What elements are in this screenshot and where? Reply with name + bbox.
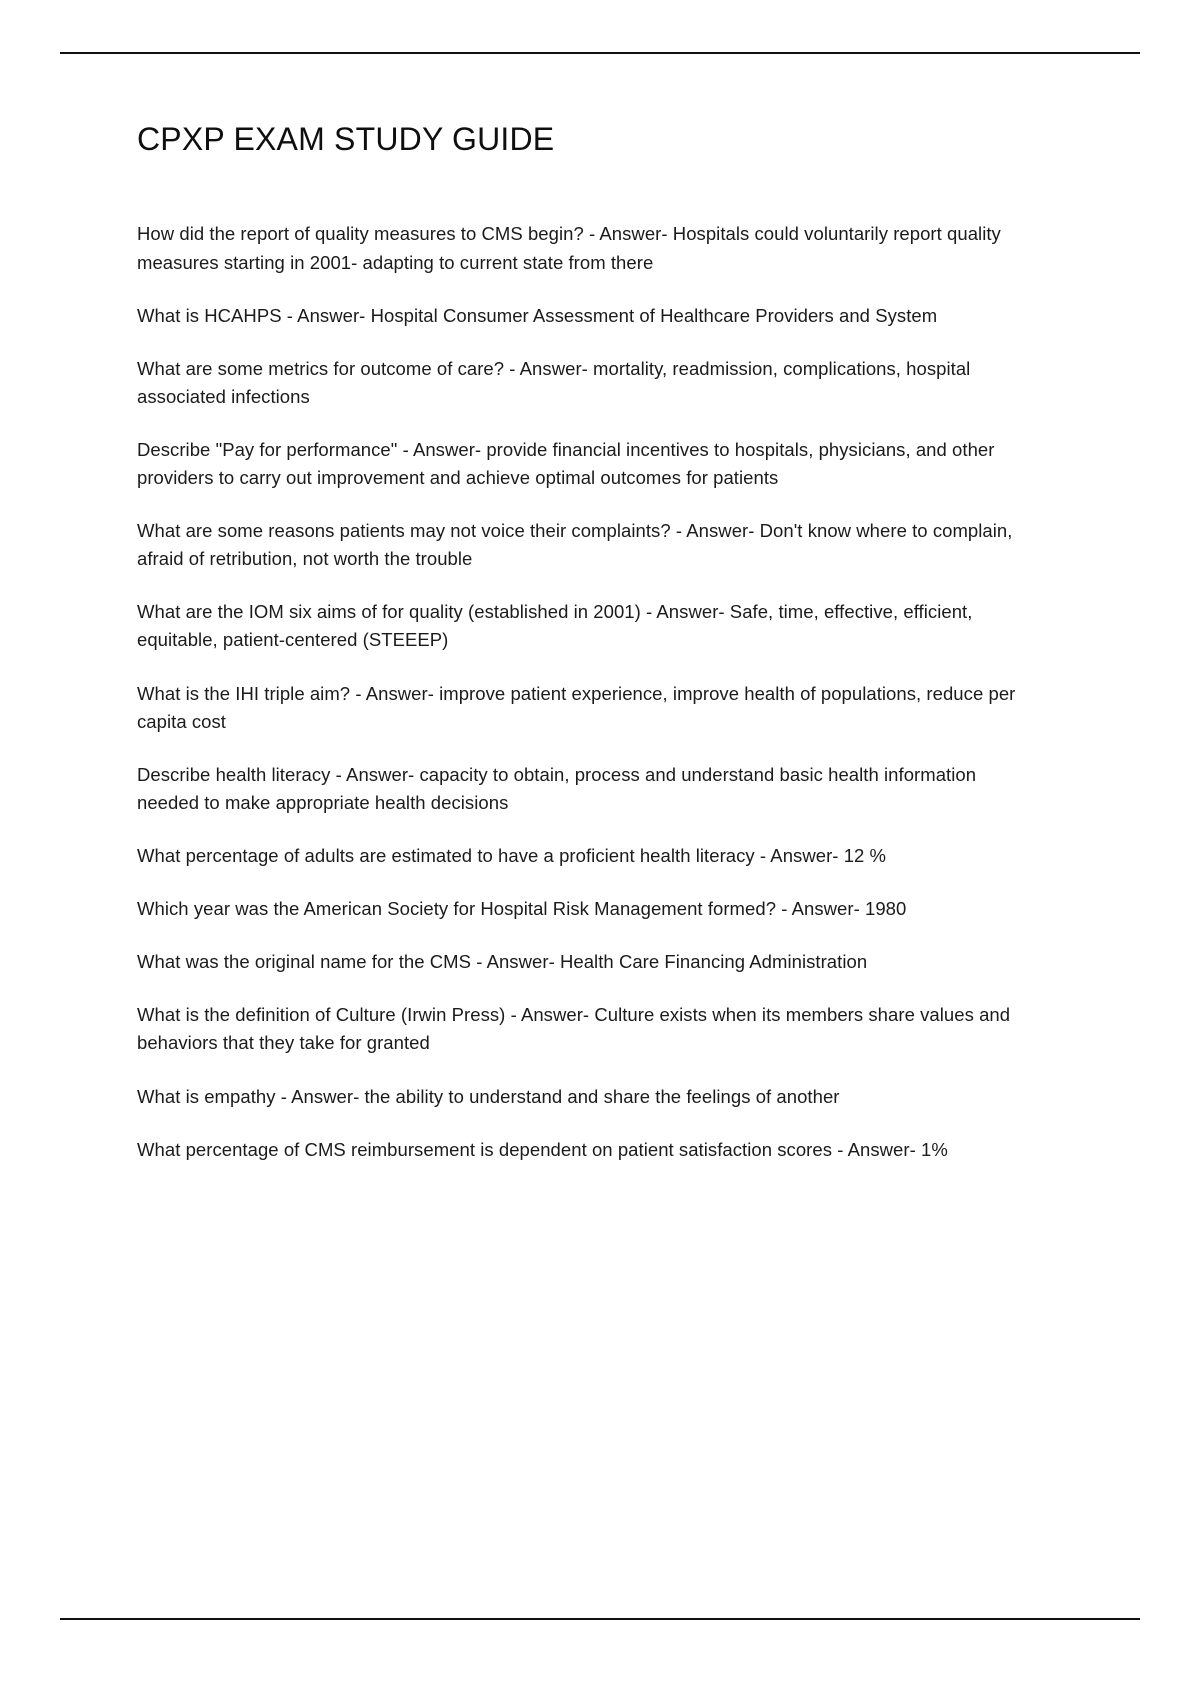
qa-entry: Describe "Pay for performance" - Answer- provide financial incentives to hospitals, physicians, and other providers to carry out improvement and achieve optimal outcomes for patients xyxy=(137,438,995,489)
footer-divider xyxy=(60,1618,1140,1620)
qa-entry: What was the original name for the CMS - Answer- Health Care Financing Administration xyxy=(137,951,868,973)
qa-list xyxy=(137,220,1027,1163)
qa-entry: Which year was the American Society for Hospital Risk Management formed? - Answer- 1980 xyxy=(137,898,907,920)
qa-entry: What percentage of CMS reimbursement is dependent on patient satisfaction scores - Answer- 1% xyxy=(137,1138,948,1160)
qa-entry: What is the definition of Culture (Irwin Press) - Answer- Culture exists when its members share values and behaviors that they take for granted xyxy=(137,1004,1011,1054)
qa-entry: What are some reasons patients may not voice their complaints? - Answer- Don't know where to complain, afraid of retribution, not worth the trouble xyxy=(137,520,1013,570)
qa-entry: Describe health literacy - Answer- capacity to obtain, process and understand basic health information needed to make appropriate health decisions xyxy=(137,763,977,813)
qa-entry: How did the report of quality measures to CMS begin? - Answer- Hospitals could voluntarily report quality measures starting in 2001- adapting to current state from there xyxy=(137,223,1001,273)
page-title: CPXP EXAM STUDY GUIDE xyxy=(137,121,555,157)
qa-entry: What is empathy - Answer- the ability to understand and share the feelings of another xyxy=(137,1085,840,1107)
document-body xyxy=(137,120,1027,1164)
qa-entry: What percentage of adults are estimated to have a proficient health literacy - Answer- 12 % xyxy=(137,845,887,867)
qa-entry: What is the IHI triple aim? - Answer- improve patient experience, improve health of populations, reduce per capita cost xyxy=(137,682,1016,732)
qa-entry: What is HCAHPS - Answer- Hospital Consumer Assessment of Healthcare Providers and System xyxy=(137,304,938,326)
qa-entry: What are the IOM six aims of for quality (established in 2001) - Answer- Safe, time, effective, efficient, equitable, patient-centered (STEEEP) xyxy=(137,601,973,651)
qa-entry: What are some metrics for outcome of care? - Answer- mortality, readmission, complications, hospital associated infections xyxy=(137,357,971,407)
header-divider xyxy=(60,52,1140,54)
